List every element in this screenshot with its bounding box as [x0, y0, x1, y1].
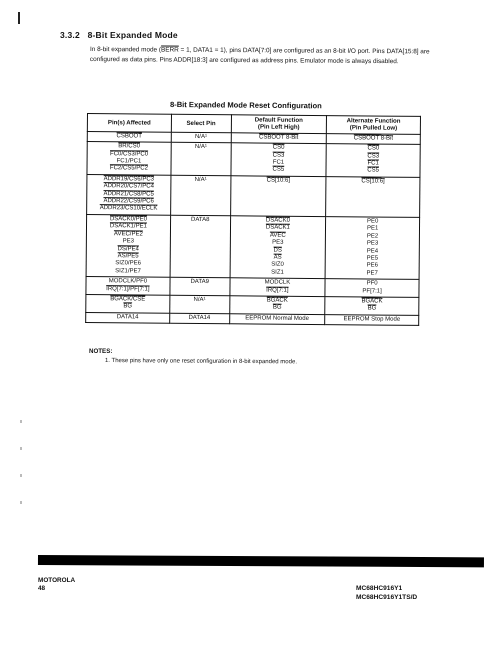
cell-line: PE0 — [366, 218, 379, 225]
cell-line: ADDR22/CS9/PC6 — [103, 198, 154, 205]
cell-line: PE3 — [366, 240, 379, 247]
cell-default-function — [230, 143, 326, 176]
footer-page-number: 48 — [38, 585, 46, 592]
cell-default-function — [229, 296, 325, 315]
cell-line: AVEC — [269, 232, 286, 239]
cell-line: SIZ0 — [271, 261, 284, 269]
cell-alternate-function — [326, 176, 420, 217]
section-heading — [60, 30, 178, 40]
cell-line: $\overline{BG}$ — [272, 304, 282, 312]
cell-line: CSBOOT 8-Bit — [259, 134, 299, 141]
footer-doc-number: MC68HC916Y1TS/D — [356, 593, 418, 601]
cell-pins — [87, 142, 171, 175]
cell-select-pin: DATA14 — [169, 313, 229, 324]
cell-line: $\overline{AS}$ — [273, 254, 282, 261]
cell-line: BGACK — [361, 298, 383, 305]
cell-select-pin: N/A¹ — [171, 132, 231, 143]
cell-pins — [86, 277, 170, 296]
header-alternate-function: Alternate Function (Pin Pulled Low) — [327, 116, 421, 135]
cell-line: CS5 — [367, 167, 380, 174]
cell-line: SIZ0/PE6 — [115, 260, 141, 267]
cell-select-pin: N/A¹ — [170, 295, 230, 313]
cell-line: FC1 — [367, 160, 379, 167]
cell-pins — [87, 174, 171, 215]
cell-line: AS/PE5 — [117, 253, 139, 260]
cell-line: FC1 — [272, 159, 285, 166]
margin-dash — [20, 501, 22, 504]
section-number: 3.3.2 — [60, 30, 80, 40]
cell-line: FC2/CS5/PC2 — [109, 165, 148, 172]
cell-line: PE3 — [272, 239, 284, 246]
cell-select-pin: N/A¹ — [170, 175, 230, 216]
cell-line: PE1 — [366, 225, 379, 232]
cell-line: EEPROM Stop Mode — [343, 315, 401, 323]
cell-line: PF0 — [366, 280, 378, 287]
cell-alternate-function — [325, 297, 419, 316]
margin-mark — [18, 12, 20, 24]
cell-line: CSBOOT 8-Bit — [353, 135, 394, 142]
table-row — [86, 214, 420, 279]
cell-select-pin: DATA9 — [170, 277, 230, 295]
cell-line: CS5 — [272, 167, 285, 174]
cell-pins — [86, 214, 170, 277]
paragraph-berr-signal: BERR — [161, 46, 179, 54]
cell-line: SIZ1/PE7 — [115, 267, 141, 275]
cell-line: BR/CS0 — [118, 143, 140, 150]
cell-line: CSBOOT — [116, 133, 142, 140]
table-row — [87, 174, 420, 217]
footer-company: MOTOROLA — [38, 577, 76, 584]
cell-alternate-function — [326, 144, 420, 177]
section-title: 8-Bit Expanded Mode — [87, 30, 178, 40]
cell-line: PE4 — [366, 247, 379, 255]
cell-line: SIZ1 — [271, 269, 284, 276]
section-paragraph — [90, 45, 430, 67]
cell-line: PE3 — [122, 238, 134, 245]
cell-line: PE7 — [366, 270, 378, 277]
paragraph-text-end: = 1, DATA1 = 1), pins DATA[7:0] are configured as an 8-bit I/O port. Pins DATA[15:8] are configured as data pins. Pins ADDR[18:3] are configured as address pins. Emulator mode is always disabled. — [89, 46, 430, 65]
paragraph-text-start: In 8-bit expanded mode ( — [89, 45, 162, 54]
cell-line: BGACK/CSE — [110, 296, 146, 303]
cell-line: ADDR19/CS6/PC3 — [103, 175, 155, 183]
cell-default-function — [230, 176, 326, 217]
cell-line: $\overline{DS}$ — [273, 247, 282, 254]
reset-configuration-table — [85, 113, 421, 326]
cell-pins — [86, 294, 170, 313]
cell-line: CS[10:6] — [361, 178, 385, 185]
footer-left — [38, 577, 75, 593]
header-select-pin: Select Pin — [171, 114, 231, 132]
cell-line: CS3 — [367, 153, 380, 160]
footer-rule — [38, 555, 484, 567]
cell-pins — [86, 312, 170, 323]
cell-line: PF[7:1] — [362, 287, 382, 295]
cell-line: FC1/PC1 — [116, 158, 142, 165]
cell-line: MODCLK/PF0 — [108, 278, 148, 285]
cell-line: ADDR20/CS7/PC4 — [103, 183, 154, 190]
cell-line: $\overline{BG}$ — [123, 303, 133, 310]
header-pins-affected: Pin(s) Affected — [87, 114, 171, 133]
margin-dash — [20, 447, 22, 450]
table-row — [86, 312, 419, 325]
cell-line: CS3 — [272, 152, 285, 159]
footer-right — [356, 585, 417, 602]
cell-line: IRQ[7:1] — [266, 287, 289, 294]
table-row — [87, 142, 420, 178]
cell-default-function — [229, 278, 325, 297]
cell-line: MODCLK — [264, 279, 291, 286]
cell-line: PE2 — [366, 233, 379, 240]
cell-line: DSACK0 — [265, 217, 290, 224]
note-item: 1. These pins have only one reset configuration in 8-bit expanded mode. — [104, 358, 298, 366]
margin-dash — [20, 474, 22, 477]
cell-alternate-function — [325, 216, 419, 279]
notes-label: NOTES: — [89, 348, 113, 355]
header-default-function: Default Function (Pin Left High) — [231, 115, 327, 134]
cell-line: DATA14 — [116, 314, 139, 321]
cell-alternate-function — [325, 314, 419, 325]
cell-line: PE5 — [366, 255, 379, 262]
cell-line: ADDR23/CS10/ECLK — [99, 205, 158, 213]
cell-line: AVEC/PE2 — [113, 230, 143, 238]
cell-line: ADDR21/CS8/PC5 — [103, 190, 154, 198]
cell-line: DS/PE4 — [117, 245, 139, 252]
cell-line: CS0 — [367, 145, 380, 152]
cell-line: CS0 — [272, 144, 285, 151]
cell-line: DSACK0/PE0 — [109, 216, 148, 223]
margin-dash — [20, 420, 22, 423]
table-body — [86, 131, 421, 325]
cell-line: FC0/CS3/PC0 — [110, 150, 149, 158]
cell-default-function — [229, 313, 325, 324]
cell-pins — [87, 131, 171, 142]
cell-line: DSACK1 — [265, 224, 290, 232]
cell-line: IRQ[7:1]/PF[7:1] — [106, 285, 150, 293]
cell-select-pin: N/A¹ — [171, 142, 231, 175]
cell-select-pin: DATA8 — [170, 215, 230, 278]
cell-line: BGACK — [266, 297, 288, 304]
cell-line: PE6 — [366, 262, 379, 269]
cell-line: CS[10:6] — [266, 177, 291, 184]
footer-part-number: MC68HC916Y1 — [356, 585, 403, 592]
table-title: 8-Bit Expanded Mode Reset Configuration — [169, 100, 322, 111]
cell-line: $\overline{BG}$ — [367, 305, 377, 312]
cell-default-function — [230, 216, 326, 279]
cell-line: EEPROM Normal Mode — [245, 315, 309, 322]
cell-line: DSACK1/PE1 — [109, 223, 147, 230]
cell-alternate-function — [325, 279, 419, 298]
